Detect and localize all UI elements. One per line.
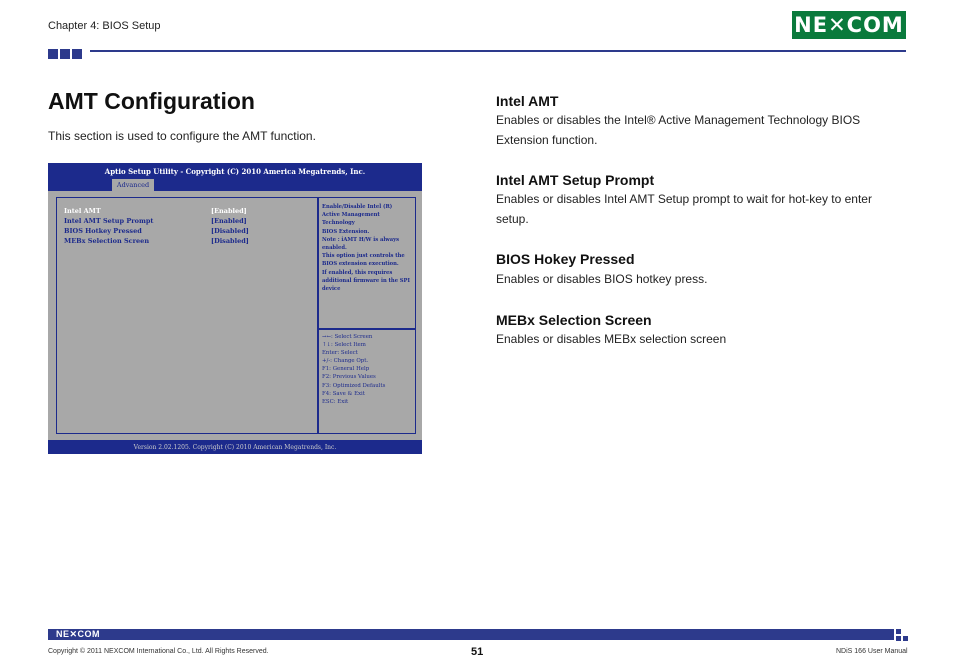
bios-help-panel — [318, 197, 416, 329]
nexcom-logo — [792, 11, 906, 39]
bios-item-value: [Disabled] — [211, 227, 249, 235]
intro-text: This section is used to configure the AMT function. — [48, 129, 316, 143]
bios-main-panel — [56, 197, 318, 434]
footer-logo: NE✕COM — [56, 629, 101, 639]
footer-square — [903, 636, 908, 641]
copyright-text: Copyright © 2011 NEXCOM International Co., Ltd. All Rights Reserved. — [48, 648, 269, 655]
section-heading: MEBx Selection Screen — [496, 312, 652, 328]
bios-item-label: MEBx Selection Screen — [64, 237, 150, 245]
header-square — [48, 49, 58, 59]
bios-item-label: Intel AMT — [64, 207, 101, 215]
page-number: 51 — [471, 646, 484, 658]
header-square — [72, 49, 82, 59]
section-text: Enables or disables MEBx selection screen — [496, 332, 727, 346]
bios-item-label: BIOS Hotkey Pressed — [64, 227, 142, 235]
logo-text: NE✕COM — [794, 13, 904, 37]
bios-item-value: [Enabled] — [211, 217, 247, 225]
page-title: AMT Configuration — [48, 88, 255, 114]
footer-square — [896, 636, 901, 641]
bios-screenshot — [48, 163, 422, 454]
header-rule — [90, 50, 906, 52]
bios-item-value: [Enabled] — [211, 207, 247, 215]
bios-tabbar — [48, 179, 422, 191]
section-text: Enables or disables BIOS hotkey press. — [496, 272, 708, 286]
footer-bar — [48, 629, 894, 640]
chapter-label: Chapter 4: BIOS Setup — [48, 20, 161, 32]
bios-header: Aptio Setup Utility - Copyright (C) 2010 America Megatrends, Inc. — [48, 163, 422, 179]
section-heading: Intel AMT Setup Prompt — [496, 172, 655, 188]
footer-square — [896, 629, 901, 634]
manual-name: NDiS 166 User Manual — [836, 648, 908, 655]
bios-keys-panel — [318, 329, 416, 434]
bios-item-label: Intel AMT Setup Prompt — [64, 217, 154, 225]
header-square — [60, 49, 70, 59]
section-text: Enables or disables Intel AMT Setup prompt to wait for hot-key to enter setup. — [496, 192, 872, 226]
bios-item-value: [Disabled] — [211, 237, 249, 245]
bios-help-text: Enable/Disable Intel (R) Active Management Technology BIOS Extension. Note : iAMT H/W is always enabled. This option just controls the BIOS extension execution. If enabled, this requires additional firmware in the SPI device — [322, 204, 410, 293]
bios-footer: Version 2.02.1205. Copyright (C) 2010 American Megatrends, Inc. — [48, 440, 422, 454]
section-heading: Intel AMT — [496, 93, 559, 109]
section-text: Enables or disables the Intel® Active Management Technology BIOS Extension function. — [496, 113, 861, 147]
section-heading: BIOS Hokey Pressed — [496, 251, 635, 267]
bios-keys-text: →←: Select Screen ↑↓: Select Item Enter: Select +/-: Change Opt. F1: General Help F2: Previous Values F3: Optimized Defaults F4: Save & Exit ESC: Exit — [322, 334, 386, 405]
bios-tab-advanced: Advanced — [112, 179, 154, 191]
